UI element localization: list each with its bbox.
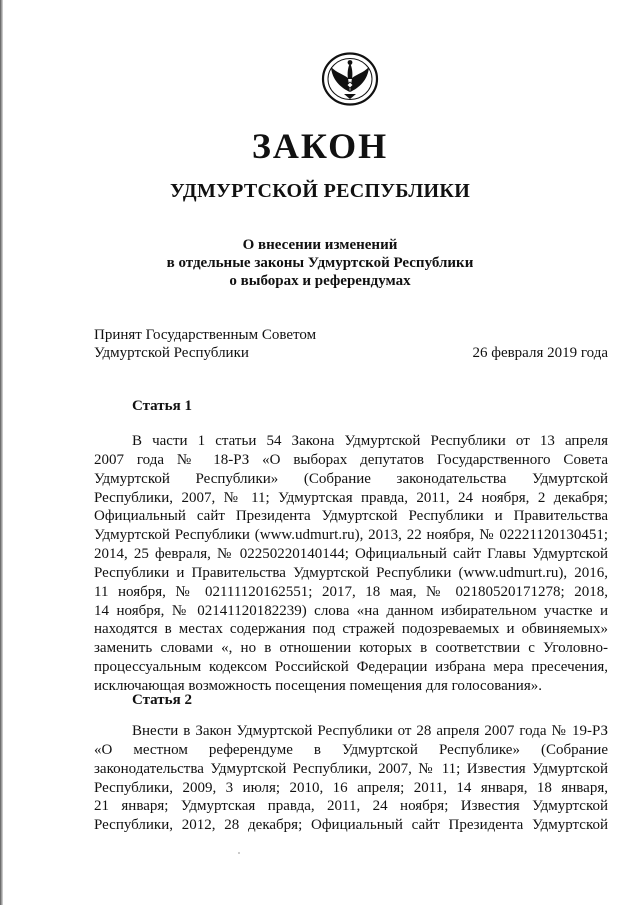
article-2-title: Статья 2 [132, 692, 192, 708]
text-line: Республики, 2009, 3 июля; 2010, 16 апреля; 2011, 14 января, 18 января, [94, 779, 608, 796]
adoption-line-2: Удмуртской Республики [94, 345, 249, 361]
coat-of-arms-icon [317, 52, 383, 106]
adoption-line-1: Принят Государственным Советом [94, 327, 317, 343]
adoption-date: 26 февраля 2019 года [472, 345, 608, 361]
text-line: 21 января; Удмуртская правда, 2011, 24 ноября; Известия Удмуртской [94, 798, 608, 815]
text-line: Республики, 2007, № 11; Удмуртская правда, 2011, 24 ноября, 2 декабря; [94, 489, 608, 506]
heading-line: в отдельные законы Удмуртской Республики [166, 255, 474, 271]
text-line: 14 ноября, № 02141120182239) слова «на данном избирательном участке и [94, 602, 608, 619]
text-line: Официальный сайт Президента Удмуртской Республики и Правительства [94, 508, 608, 525]
text-line: Внести в Закон Удмуртской Республики от 28 апреля 2007 года № 19-РЗ [132, 723, 608, 739]
text-line: законодательства Удмуртской Республики, 2007, № 11; Известия Удмуртской [94, 760, 608, 777]
document-subtitle: УДМУРТСКОЙ РЕСПУБЛИКИ [169, 180, 471, 202]
text-line: 11 ноября, № 02111120162551; 2017, 18 мая, № 02180520171278; 2018, [94, 583, 608, 600]
text-line: В части 1 статьи 54 Закона Удмуртской Республики от 13 апреля [132, 433, 608, 449]
article-2-text [94, 722, 608, 835]
document-heading [0, 236, 640, 290]
heading-line: О внесении изменений [242, 237, 398, 253]
document-title: ЗАКОН [251, 126, 389, 166]
text-line: исключающая возможность посещения помещения для голосования». [94, 677, 542, 694]
article-1-text [94, 432, 608, 696]
text-line: заменить словами «, но в отношении которых в соответствии с Уголовно- [94, 640, 608, 657]
heading-line: о выборах и референдумах [229, 273, 411, 289]
text-line: Удмуртской Республики» (Собрание законодательства Удмуртской [94, 470, 608, 487]
article-1-title: Статья 1 [132, 398, 192, 414]
text-line: Удмуртской Республики (www.udmurt.ru), 2013, 22 ноября, № 02221120130451; [94, 527, 608, 544]
adoption-block [94, 326, 316, 362]
text-line: «О местном референдуме в Удмуртской Республике» (Собрание [94, 741, 608, 758]
scan-speck [238, 852, 240, 854]
text-line: 2007 года № 18-РЗ «О выборах депутатов Государственного Совета [94, 451, 608, 468]
text-line: находятся в местах содержания под стражей подозреваемых и обвиняемых» [94, 621, 608, 638]
text-line: процессуальным кодексом Российской Федерации избрана мера пресечения, [94, 659, 608, 676]
text-line: 2014, 25 февраля, № 02250220140144; Официальный сайт Главы Удмуртской [94, 546, 608, 563]
text-line: Республики, 2012, 28 декабря; Официальный сайт Президента Удмуртской [94, 817, 608, 834]
text-line: Республики и Правительства Удмуртской Республики (www.udmurt.ru), 2016, [94, 564, 608, 581]
